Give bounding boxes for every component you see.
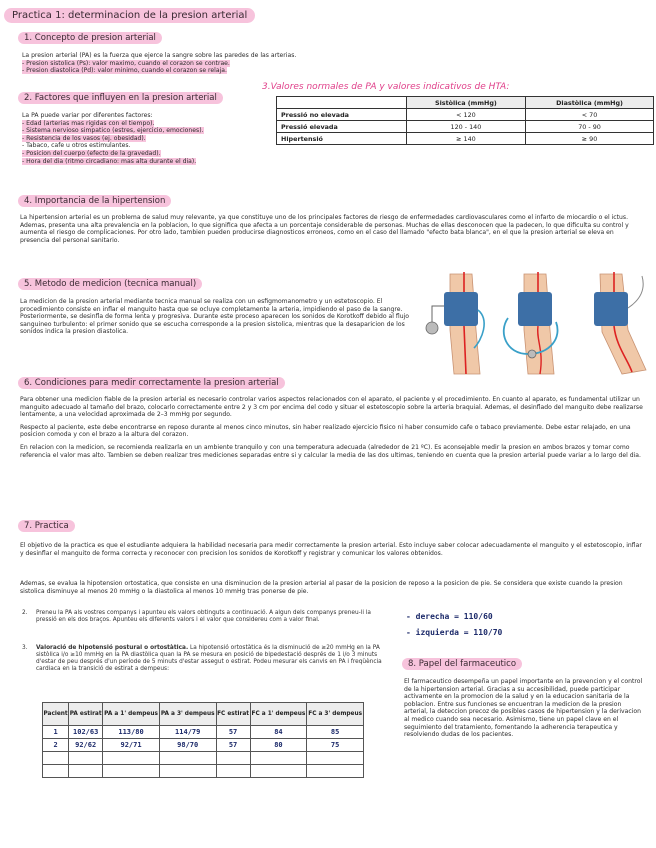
patient-table-cell: 85: [307, 726, 364, 739]
table-row: [277, 133, 654, 145]
task-3-number: 3.: [22, 645, 28, 651]
patient-table-cell: 92/62: [69, 739, 103, 752]
systolic-definition: - Presion sistolica (Ps): valor maximo, cuando el corazon se contrae.: [22, 59, 230, 67]
patient-table-header: PA a 1' dempeus: [103, 703, 160, 726]
patient-table-header: PA estirat: [69, 703, 103, 726]
table-row: [43, 739, 364, 752]
task-3-text: La hipotensió ortostàtica és la disminució de ≥20 mmHg en la PA sistòlica i/o ≥10 mmHg en la PA diastòlica quan la PA se mesura en posició de bipedestació després de 1 i/o 3 minuts d'estar de peu després d'un període de 5 minuts d'estar assegut o estirat. Podeu mesurar els canvis en PA i freqüència cardiaca en la transició de estirat a dempeus:: [36, 645, 382, 672]
patient-table-cell: 92/71: [103, 739, 160, 752]
page-title: Practica 1: determinacion de la presion arterial: [4, 8, 255, 23]
factor-item: - Posicion del cuerpo (efecto de la gravedad).: [22, 149, 161, 157]
pa-definition: La presion arterial (PA) es la fuerza que ejerce la sangre sobre las paredes de las arterias.: [22, 52, 297, 59]
bp-value: ≥ 140: [406, 133, 525, 145]
section-5-text: La medicion de la presion arterial mediante tecnica manual se realiza con un esfigmomanometro y un estetoscopio. El procedimiento consiste en inflar el manguito hasta que se ocluye completamente la arteria, impidiendo el paso de la sangre. Posteriormente, se desinfla de forma lenta y progresiva. Durante este proceso aparecen los sonidos de Korotkoff debido al flujo sanguineo turbulento: el primer sonido que se escucha corresponde a la presion sistolica, mientras que la desaparicion de los sonidos indica la presion diastolica.: [20, 298, 410, 336]
patient-table-cell: 102/63: [69, 726, 103, 739]
patient-table-cell: 57: [216, 726, 250, 739]
arm-illustration-3: [594, 272, 646, 374]
orthostatic-table: [42, 702, 364, 778]
patient-table-cell: [43, 752, 69, 765]
patient-table-cell: [307, 765, 364, 778]
patient-table-header: FC a 3' dempeus: [307, 703, 364, 726]
patient-table-header: FC estirat: [216, 703, 250, 726]
patient-table-cell: [250, 752, 307, 765]
factor-item: - Hora del dia (ritmo circadiano: mas alta durante el dia).: [22, 157, 197, 165]
task-2-number: 2.: [22, 610, 28, 616]
patient-table-cell: 113/80: [103, 726, 160, 739]
bp-value: < 70: [526, 109, 654, 121]
handwritten-left-arm: - izquierda = 110/70: [406, 628, 503, 637]
patient-table-cell: 98/70: [159, 739, 216, 752]
factors-intro: La PA puede variar por diferentes factores:: [22, 112, 153, 119]
section-2-heading: 2. Factores que influyen en la presion arterial: [18, 92, 223, 104]
patient-table-cell: [159, 765, 216, 778]
section-1-heading: 1. Concepto de presion arterial: [18, 32, 162, 44]
factor-item: - Resistencia de los vasos (ej. obesidad).: [22, 134, 146, 142]
patient-table-cell: 114/79: [159, 726, 216, 739]
table-row: [43, 726, 364, 739]
section-8-heading: 8. Papel del farmaceutico: [402, 658, 522, 670]
bp-table-header: Sistòlica (mmHg): [406, 97, 525, 109]
patient-table-cell: [216, 765, 250, 778]
bp-value: 70 - 90: [526, 121, 654, 133]
task-2-text: Preneu la PA als vostres companys i apunteu els valors obtinguts a continuació. A algun dels companys preneu-li la pressió en els dos braços. Apunteu els diferents valors i el valor que considereu com a valor final.: [36, 610, 371, 623]
patient-table-cell: 80: [250, 739, 307, 752]
bp-table-header: Diastòlica (mmHg): [526, 97, 654, 109]
section-5-heading: 5. Metodo de medicion (tecnica manual): [18, 278, 202, 290]
patient-table-cell: [159, 752, 216, 765]
patient-table-cell: 84: [250, 726, 307, 739]
bp-category: Pressió no elevada: [277, 109, 407, 121]
bp-value: ≥ 90: [526, 133, 654, 145]
s6-patient-paragraph: Respecto al paciente, este debe encontrarse en reposo durante al menos cinco minutos, sin haber realizado ejercicio fisico ni haber consumido cafe o tabaco previamente. Debe estar relajado, en una posicion comoda y con el brazo a la altura del corazon.: [20, 423, 631, 439]
bp-category: Hipertensió: [277, 133, 407, 145]
patient-table-cell: [69, 752, 103, 765]
task-3: [22, 645, 384, 673]
section-7-objective: El objetivo de la practica es que el estudiante adquiera la habilidad necesaria para medir correctamente la presion arterial. Esto incluye saber colocar adecuadamente el manguito y el estetoscopio, inflar y desinflar el manguito de forma correcta y reconocer con precision los sonidos de Korotkoff y registrar y comunicar los valores obtenidos.: [20, 542, 642, 557]
section-7-orthostatic: Ademas, se evalua la hipotension ortostatica, que consiste en una disminucion de la presion arterial al pasar de la posicion de reposo a la posicion de pie. Se considera que existe cuando la presion sistolica disminuye al menos 20 mmHg o la diastolica al menos 10 mmHg tras ponerse de pie.: [20, 580, 623, 595]
table-row: [277, 109, 654, 121]
patient-table-cell: [250, 765, 307, 778]
section-8-text: El farmaceutico desempeña un papel importante en la prevencion y el control de la hipertension arterial. Gracias a su accesibilidad, puede participar activamente en la promocion de la salud y en la educacion sanitaria de la poblacion. Entre sus funciones se encuentran la medicion de la presion arterial, la deteccion precoz de posibles casos de hipertension y la derivacion al medico cuando sea necesario. Asimismo, tiene un papel clave en el seguimiento del tratamiento, fomentando la adherencia terapeutica y resolviendo dudas de los pacientes.: [404, 678, 643, 739]
bp-measurement-illustration: [420, 270, 654, 378]
patient-table-cell: [43, 765, 69, 778]
section-6-heading: 6. Condiciones para medir correctamente la presion arterial: [18, 377, 285, 389]
bp-category: Pressió elevada: [277, 121, 407, 133]
patient-table-cell: [103, 765, 160, 778]
section-7-heading: 7. Practica: [18, 520, 75, 532]
section-2-text: [22, 112, 262, 165]
task-3-title: Valoració de hipotensió postural o ortostàtica.: [36, 645, 189, 651]
arm-illustration-1: [426, 272, 484, 374]
patient-table-header: FC a 1' dempeus: [250, 703, 307, 726]
patient-table-cell: [216, 752, 250, 765]
factor-item: - Sistema nervioso simpatico (estres, ejercicio, emociones).: [22, 127, 204, 135]
diastolic-definition: - Presion diastolica (Pd): valor minimo, cuando el corazon se relaja.: [22, 67, 227, 75]
patient-table-cell: [103, 752, 160, 765]
section-1-text: [22, 52, 422, 75]
handwritten-right-arm: - derecha = 110/60: [406, 612, 493, 621]
section-4-heading: 4. Importancia de la hipertension: [18, 195, 171, 207]
table-row: [43, 752, 364, 765]
patient-table-cell: 2: [43, 739, 69, 752]
patient-table-header: Pacient: [43, 703, 69, 726]
factor-list: [22, 120, 262, 166]
patient-table-cell: 57: [216, 739, 250, 752]
bp-values-table: [276, 96, 654, 145]
bp-table-header: [277, 97, 407, 109]
patient-table-cell: 75: [307, 739, 364, 752]
section-3-heading: 3.Valores normales de PA y valores indicativos de HTA:: [262, 82, 510, 92]
section-4-text: La hipertension arterial es un problema de salud muy relevante, ya que constituye uno de los principales factores de riesgo de enfermedades cardiovasculares como el infarto de miocardio o el ictus. Ademas, presenta una alta prevalencia en la poblacion, lo que significa que afecta a un porcentaje considerable de personas. Muchas de ellas desconocen que la padecen, lo que dificulta su control y aumenta el riesgo de complicaciones. Por otro lado, tambien pueden producirse diagnosticos erroneos, como en el caso del llamado "efecto bata blanca", en el que la presion arterial se eleva en presencia del personal sanitario.: [20, 214, 629, 244]
factor-item: - Tabaco, cafe u otros estimulantes.: [22, 142, 131, 150]
patient-table-cell: [307, 752, 364, 765]
bp-value: < 120: [406, 109, 525, 121]
factor-item: - Edad (arterias mas rigidas con el tiempo).: [22, 119, 155, 127]
arm-illustration-2: [504, 272, 558, 374]
table-row: [43, 765, 364, 778]
patient-table-header: PA a 3' dempeus: [159, 703, 216, 726]
s6-measurement-paragraph: En relacion con la medicion, se recomienda realizarla en un ambiente tranquilo y con una temperatura adecuada (alrededor de 21 ºC). Es aconsejable medir la presion en ambos brazos y tomar como referencia el valor mas alto. Tambien se deben realizar tres mediciones separadas entre si y calcular la media de las dos ultimas, teniendo en cuenta que la presion arterial puede variar a lo largo del dia.: [20, 443, 641, 459]
bp-value: 120 - 140: [406, 121, 525, 133]
patient-table-cell: [69, 765, 103, 778]
table-row: [277, 121, 654, 133]
task-2: [22, 610, 384, 624]
section-6-text: [20, 396, 644, 459]
s6-apparatus-paragraph: Para obtener una medicion fiable de la presion arterial es necesario controlar varios aspectos relacionados con el aparato, el paciente y el procedimiento. En cuanto al aparato, es fundamental utilizar un manguito adecuado al tamaño del brazo, colocarlo correctamente entre 2 y 3 cm por encima del codo y situar el estetoscopio sobre la arteria braquial. Ademas, el desinflado del manguito debe realizarse lentamente, a una velocidad aproximada de 2–3 mmHg por segundo.: [20, 396, 643, 419]
patient-table-cell: 1: [43, 726, 69, 739]
